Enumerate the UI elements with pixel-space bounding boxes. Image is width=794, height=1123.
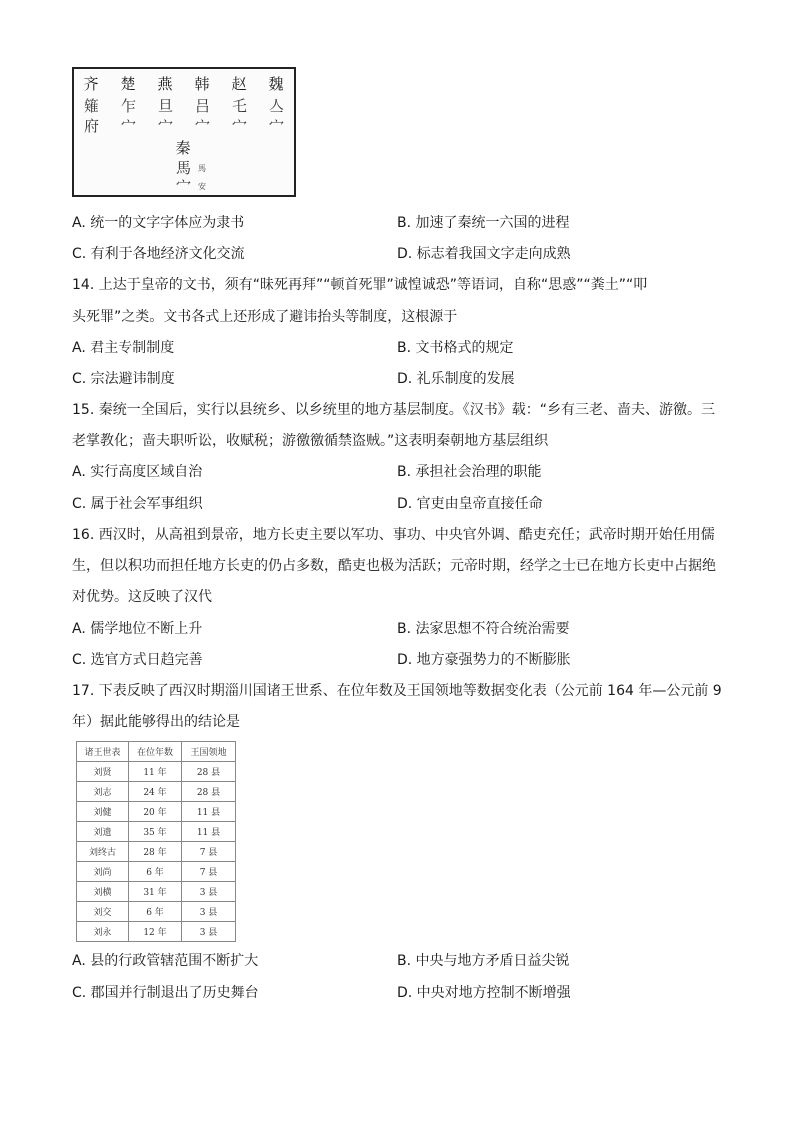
q14-option-a: A. 君主专制制度 xyxy=(72,340,175,356)
table-header: 王国领地 xyxy=(182,742,236,762)
table-cell: 3 县 xyxy=(182,922,236,942)
q16-stem-line-3: 对优势。这反映了汉代 xyxy=(72,589,212,605)
table-row xyxy=(77,922,236,942)
table-header: 诸王世表 xyxy=(77,742,129,762)
state-name: 楚 xyxy=(120,75,136,93)
q14-stem-line-1: 14. 上达于皇帝的文书，须有“昧死再拜”“顿首死罪”诚惶诚恐”等语词，自称“思惑”“粪土”“叩 xyxy=(72,277,648,293)
q13-option-a: A. 统一的文字字体应为隶书 xyxy=(72,215,245,231)
q17-stem-line-1: 17. 下表反映了西汉时期淄川国诸王世系、在位年数及王国领地等数据变化表（公元前 164 年—公元前 9 xyxy=(72,683,722,699)
table-cell: 6 年 xyxy=(129,902,182,922)
table-cell: 7 县 xyxy=(182,842,236,862)
q16-option-d: D. 地方豪强势力的不断膨胀 xyxy=(397,652,571,668)
state-name: 韩 xyxy=(194,75,210,93)
seal-glyph: 宀 xyxy=(231,117,246,135)
q14-option-c: C. 宗法避讳制度 xyxy=(72,371,175,387)
q15-option-b: B. 承担社会治理的职能 xyxy=(397,464,542,480)
table-cell: 刘尚 xyxy=(77,862,129,882)
q15-stem-line-1: 15. 秦统一全国后，实行以县统乡、以乡统里的地方基层制度。《汉书》载：“乡有三老、啬夫、游徼。三 xyxy=(72,402,715,418)
q14-option-d: D. 礼乐制度的发展 xyxy=(397,371,515,387)
table-cell: 刘永 xyxy=(77,922,129,942)
q14-stem-line-2: 头死罪”之类。文书各式上还形成了避讳抬头等制度，这根源于 xyxy=(72,309,458,325)
qin-seal-glyph: 宀 xyxy=(175,177,190,195)
table-row xyxy=(77,762,236,782)
q16-stem-line-1: 16. 西汉时，从高祖到景帝，地方长吏主要以军功、事功、中央官外调、酷吏充任；武帝时期开始任用儒 xyxy=(72,527,715,543)
table-row xyxy=(77,882,236,902)
table-cell: 11 年 xyxy=(129,762,182,782)
table-row xyxy=(77,842,236,862)
table-row xyxy=(77,862,236,882)
seal-glyph: 乇 xyxy=(231,97,246,115)
table-header-row xyxy=(77,742,236,762)
seal-glyph: 旦 xyxy=(157,97,172,115)
seal-glyph-row-2 xyxy=(74,115,294,137)
seal-glyph: 乍 xyxy=(120,97,135,115)
state-name: 赵 xyxy=(231,75,247,93)
state-names-row xyxy=(74,73,294,95)
seal-glyph: 宀 xyxy=(157,117,172,135)
seal-script-figure xyxy=(72,67,296,197)
seal-glyph: 宀 xyxy=(194,117,209,135)
table-cell: 28 县 xyxy=(182,782,236,802)
zichuan-kings-table xyxy=(76,741,236,942)
q17-stem-line-2: 年）据此能够得出的结论是 xyxy=(72,714,240,730)
q14-option-b: B. 文书格式的规定 xyxy=(397,340,514,356)
table-cell: 刘终古 xyxy=(77,842,129,862)
table-cell: 31 年 xyxy=(129,882,182,902)
table-cell: 12 年 xyxy=(129,922,182,942)
seal-glyph: 吕 xyxy=(194,97,209,115)
q16-option-a: A. 儒学地位不断上升 xyxy=(72,621,203,637)
q13-option-b: B. 加速了秦统一六国的进程 xyxy=(397,215,570,231)
qin-note: 安 xyxy=(198,182,206,191)
table-cell: 刘健 xyxy=(77,802,129,822)
table-cell: 刘遗 xyxy=(77,822,129,842)
q16-option-b: B. 法家思想不符合统治需要 xyxy=(397,621,570,637)
q17-option-c: C. 郡国并行制退出了历史舞台 xyxy=(72,985,259,1001)
q16-option-c: C. 选官方式日趋完善 xyxy=(72,652,203,668)
seal-glyph: 宀 xyxy=(268,117,283,135)
qin-note: 馬 xyxy=(198,164,206,173)
q15-option-a: A. 实行高度区域自治 xyxy=(72,464,203,480)
table-cell: 35 年 xyxy=(129,822,182,842)
table-cell: 11 县 xyxy=(182,822,236,842)
table-cell: 刘交 xyxy=(77,902,129,922)
qin-seal-glyph: 馬 xyxy=(175,159,190,177)
table-cell: 3 县 xyxy=(182,882,236,902)
q15-option-d: D. 官吏由皇帝直接任命 xyxy=(397,496,543,512)
table-row xyxy=(77,802,236,822)
state-name: 魏 xyxy=(268,75,284,93)
q17-option-b: B. 中央与地方矛盾日益尖锐 xyxy=(397,953,570,969)
table-row xyxy=(77,902,236,922)
table-row xyxy=(77,822,236,842)
seal-glyph: 䉜 xyxy=(83,97,98,115)
seal-glyph-row-1 xyxy=(74,95,294,117)
q15-stem-line-2: 老掌教化；啬夫职听讼，收赋税；游徼徼循禁盗贼。”这表明秦朝地方基层组织 xyxy=(72,433,549,449)
seal-glyph: 府 xyxy=(83,117,98,135)
qin-label: 秦 xyxy=(175,139,191,157)
seal-glyph: 宀 xyxy=(120,117,135,135)
table-cell: 3 县 xyxy=(182,902,236,922)
table-cell: 7 县 xyxy=(182,862,236,882)
seal-glyph: 亼 xyxy=(268,97,283,115)
table-cell: 28 年 xyxy=(129,842,182,862)
table-header: 在位年数 xyxy=(129,742,182,762)
table-cell: 刘贤 xyxy=(77,762,129,782)
q17-option-d: D. 中央对地方控制不断增强 xyxy=(397,985,571,1001)
table-row xyxy=(77,782,236,802)
table-cell: 刘志 xyxy=(77,782,129,802)
q17-option-a: A. 县的行政管辖范围不断扩大 xyxy=(72,953,259,969)
q15-option-c: C. 属于社会军事组织 xyxy=(72,496,203,512)
q16-stem-line-2: 生，但以积功而担任地方长吏的仍占多数，酷吏也极为活跃；元帝时期，经学之士已在地方长吏中占据绝 xyxy=(72,558,716,574)
table-cell: 28 县 xyxy=(182,762,236,782)
q13-option-d: D. 标志着我国文字走向成熟 xyxy=(397,246,571,262)
table-cell: 11 县 xyxy=(182,802,236,822)
q13-option-c: C. 有利于各地经济文化交流 xyxy=(72,246,245,262)
table-cell: 24 年 xyxy=(129,782,182,802)
table-cell: 刘横 xyxy=(77,882,129,902)
table-cell: 6 年 xyxy=(129,862,182,882)
state-name: 齐 xyxy=(83,75,99,93)
state-name: 燕 xyxy=(157,75,173,93)
table-cell: 20 年 xyxy=(129,802,182,822)
